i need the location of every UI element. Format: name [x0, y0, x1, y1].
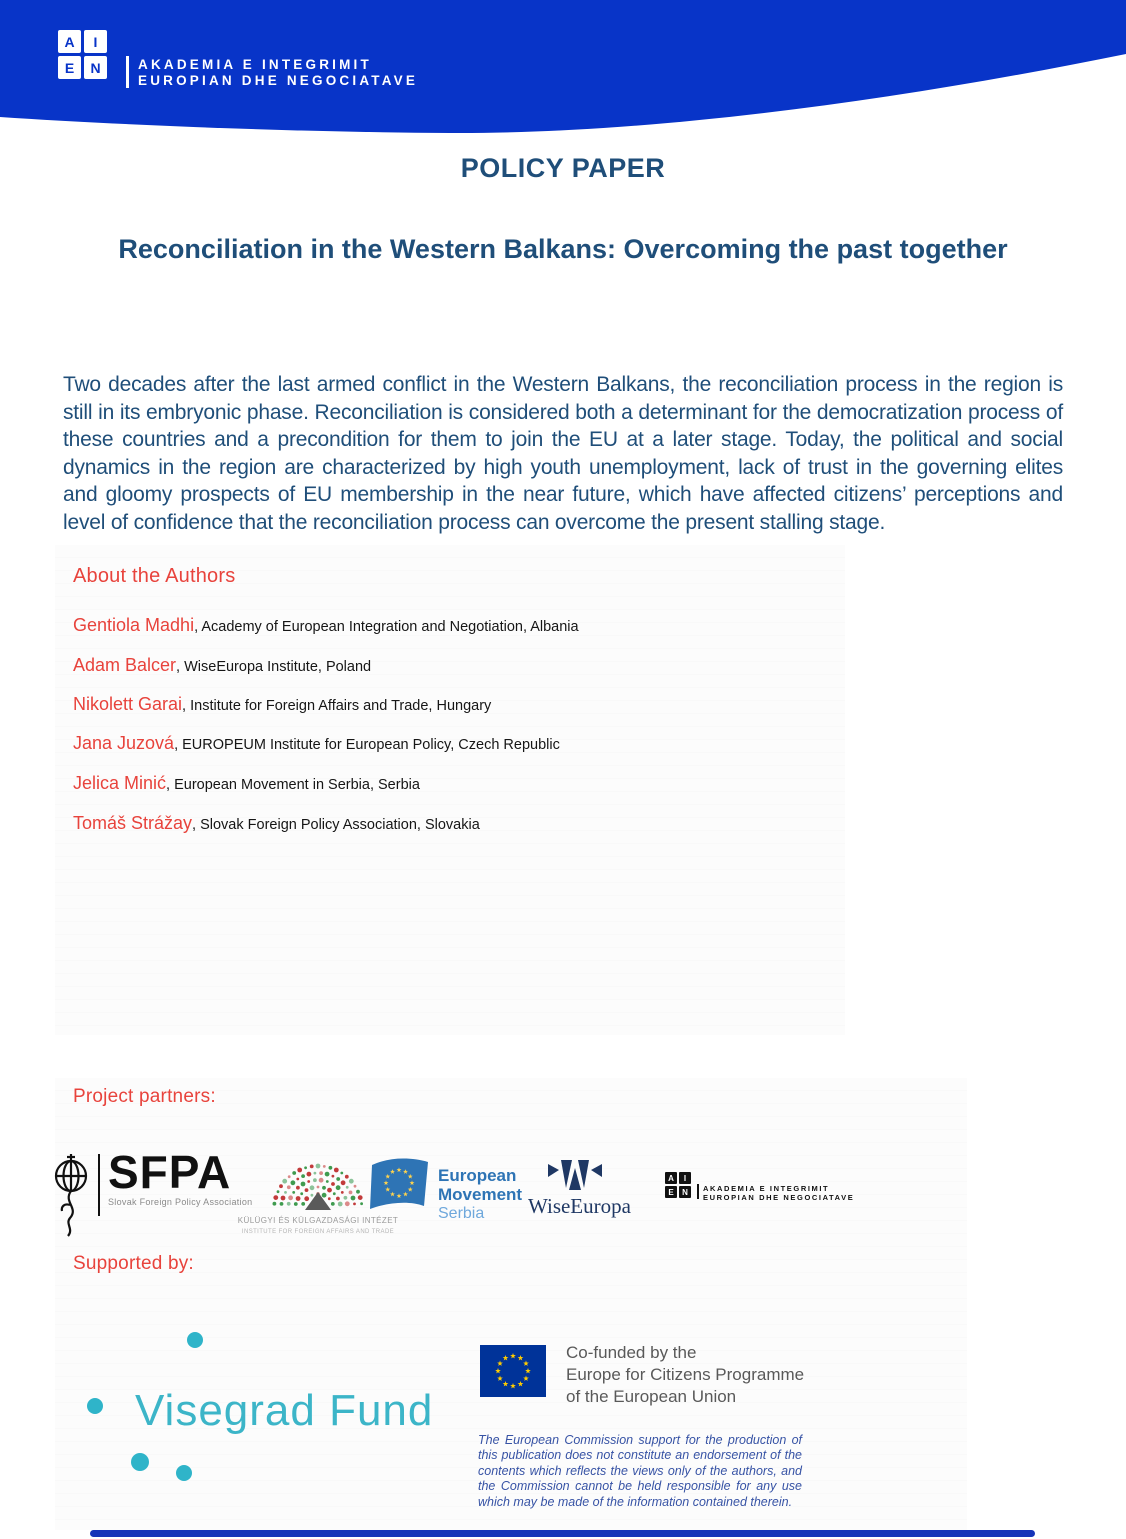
aien-letter: E — [665, 1186, 677, 1198]
organization-name — [138, 57, 418, 89]
author-affiliation: , Slovak Foreign Policy Association, Slovakia — [192, 817, 480, 833]
ifat-name-hu: KÜLÜGYI ÉS KÜLGAZDASÁGI INTÉZET — [237, 1216, 399, 1225]
author-row — [73, 615, 579, 636]
author-affiliation: , Institute for Foreign Affairs and Trade, Hungary — [182, 698, 492, 714]
author-row — [73, 773, 420, 794]
author-row — [73, 655, 371, 676]
eu-cofunded-line1: Co-funded by the — [566, 1343, 697, 1362]
author-name: Jana Juzová — [73, 733, 175, 753]
author-row — [73, 733, 560, 754]
header-logo-divider — [126, 56, 129, 88]
author-affiliation: , European Movement in Serbia, Serbia — [166, 777, 420, 793]
ems-word: Movement — [438, 1185, 523, 1204]
wiseeuropa-w-icon — [548, 1158, 602, 1194]
eu-cofunded-line2: Europe for Citizens Programme — [566, 1365, 805, 1384]
wiseeuropa-name: WiseEuropa — [528, 1194, 631, 1218]
aien-partner-name — [703, 1184, 854, 1202]
eu-flag-icon — [367, 1156, 431, 1214]
sfpa-subtitle: Slovak Foreign Policy Association — [108, 1197, 253, 1207]
visegrad-dot-icon — [131, 1453, 149, 1471]
document-title: Reconciliation in the Western Balkans: Overcoming the past together — [118, 234, 1008, 264]
visegrad-dot-icon — [187, 1332, 203, 1348]
abstract-paragraph: Two decades after the last armed conflict in the Western Balkans, the reconciliation process in the region is still in its embryonic phase. Reconciliation is considered both a determinant for the democratization process of these countries and a precondition for them to join the EU at a later stage. Today, the political and social dynamics in the region are characterized by high youth unemployment, lack of trust in the governing elites and gloomy prospects of EU membership in the near future, which have affected citizens’ perceptions and level of confidence that the reconciliation process can overcome the present stalling stage. — [63, 373, 1063, 534]
aien-partner-name-line1: AKADEMIA E INTEGRIMIT — [703, 1184, 830, 1193]
author-name: Jelica Minić — [73, 773, 167, 793]
ems-word: Serbia — [438, 1205, 485, 1222]
footer-bar — [90, 1530, 1035, 1537]
author-row — [73, 694, 491, 715]
aien-logo-letter: I — [84, 30, 107, 53]
author-affiliation: , Academy of European Integration and Negotiation, Albania — [194, 619, 579, 635]
authors-section-heading: About the Authors — [73, 565, 236, 587]
document-type-heading: POLICY PAPER — [460, 153, 666, 183]
visegrad-fund-name: Visegrad Fund — [135, 1386, 434, 1435]
organization-name-line1: AKADEMIA E INTEGRIMIT — [138, 57, 372, 72]
author-affiliation: , WiseEuropa Institute, Poland — [176, 659, 372, 675]
author-name: Adam Balcer — [73, 655, 177, 675]
aien-logo-icon — [58, 30, 107, 79]
eu-cofunded-line3: of the European Union — [566, 1387, 737, 1406]
aien-partner-name-line2: EUROPIAN DHE NEGOCIATAVE — [703, 1193, 855, 1202]
visegrad-dot-icon — [87, 1398, 103, 1414]
sfpa-emblem-icon — [50, 1150, 92, 1238]
aien-logo-divider — [697, 1184, 699, 1199]
ems-word: European — [438, 1166, 517, 1185]
organization-name-line2: EUROPIAN DHE NEGOCIATAVE — [138, 73, 419, 88]
author-name: Gentiola Madhi — [73, 615, 195, 635]
author-name: Nikolett Garai — [73, 694, 183, 714]
aien-letter: A — [665, 1172, 677, 1184]
author-name: Tomáš Strážay — [73, 813, 193, 833]
aien-logo-letter: N — [84, 56, 107, 79]
eu-cofunded-text — [566, 1342, 804, 1408]
eu-disclaimer: The European Commission support for the production of this publication does not constitute an endorsement of the contents which reflects the views only of the authors, and the Commission cannot be held responsible for any use which may be made of the information contained therein. — [478, 1432, 802, 1509]
author-affiliation: , EUROPEUM Institute for European Policy, Czech Republic — [174, 737, 560, 753]
supported-section-heading: Supported by: — [73, 1253, 194, 1274]
ifat-name-en: INSTITUTE FOR FOREIGN AFFAIRS AND TRADE — [241, 1229, 395, 1235]
author-row — [73, 813, 480, 834]
aien-letter: I — [679, 1172, 691, 1184]
aien-partner-logo-icon — [665, 1172, 691, 1198]
aien-logo-letter: A — [58, 30, 81, 53]
aien-letter: N — [679, 1186, 691, 1198]
visegrad-fund-logo — [85, 1320, 445, 1490]
visegrad-dot-icon — [176, 1465, 192, 1481]
eu-flag-icon — [480, 1345, 546, 1397]
european-movement-serbia-logo — [438, 1166, 522, 1223]
sfpa-acronym: SFPA — [108, 1146, 232, 1198]
aien-logo-letter: E — [58, 56, 81, 79]
partners-section-heading: Project partners: — [73, 1086, 216, 1107]
sfpa-logo-divider — [98, 1154, 100, 1216]
